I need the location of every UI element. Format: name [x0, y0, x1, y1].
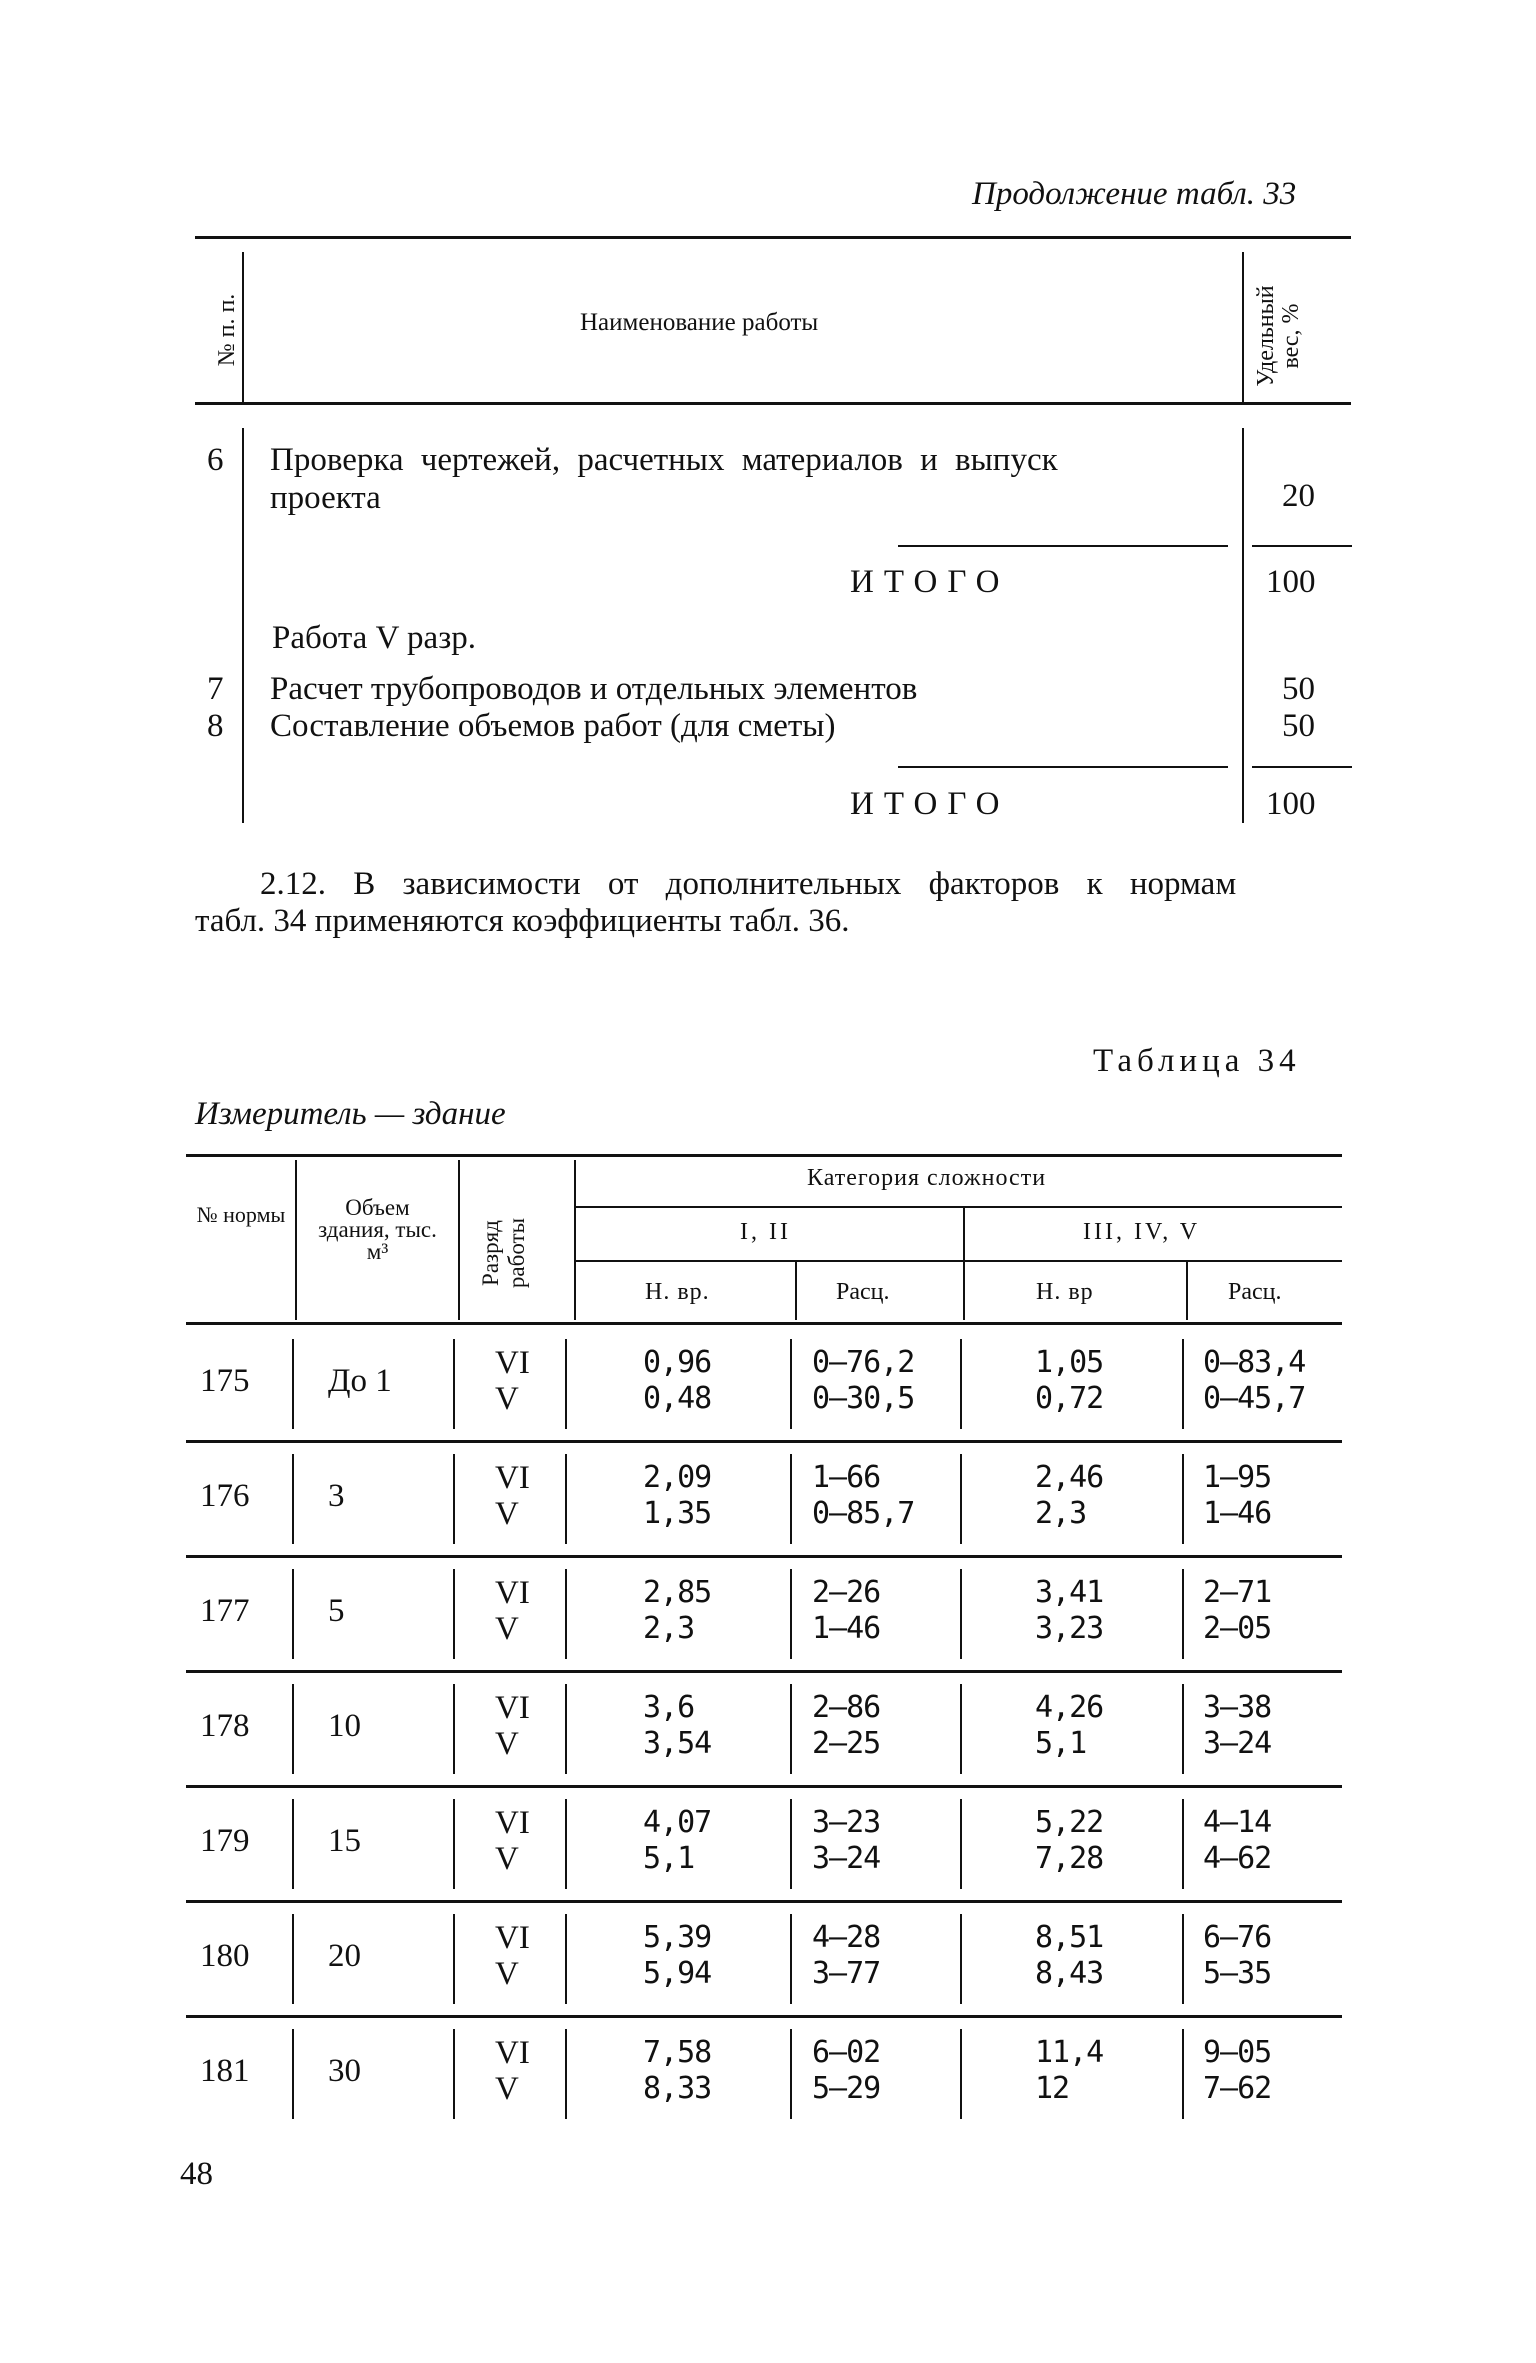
t34-row-vline: [292, 1569, 294, 1659]
t34-cell-norm: 177: [200, 1593, 250, 1629]
paragraph-line2: табл. 34 применяются коэффициенты табл. 36.: [195, 903, 850, 939]
t34-cell-grade: VI V: [495, 1690, 530, 1762]
t34-cell-norm: 176: [200, 1478, 250, 1514]
t34-row-vline: [453, 1339, 455, 1429]
t34-header-bottom-rule: [186, 1322, 1342, 1325]
t34-cell-h1: 2,85 2,3: [643, 1575, 712, 1646]
t33-header-rule: [195, 402, 1351, 405]
t34-cell-h1: 7,58 8,33: [643, 2035, 712, 2106]
t33-row8-num: 8: [207, 708, 224, 744]
t34-row-vline: [453, 1569, 455, 1659]
t34-group-rule: [576, 1260, 1342, 1262]
t34-header-grade: Разряд работы: [478, 1217, 529, 1289]
t34-cell-r1: 2—26 1—46: [812, 1575, 881, 1646]
t34-row-vline: [790, 2029, 792, 2119]
t33-total2-label: ИТОГО: [850, 786, 1010, 822]
t34-cell-volume: 15: [328, 1823, 361, 1859]
t34-row-vline: [1182, 2029, 1184, 2119]
t34-row-rule: [186, 1900, 1342, 1903]
t34-cell-r2: 6—76 5—35: [1203, 1920, 1272, 1991]
t34-row-vline: [565, 1569, 567, 1659]
t34-cell-grade: VI V: [495, 1805, 530, 1877]
t34-cell-grade: VI V: [495, 1575, 530, 1647]
t34-header-hvr2: Н. вр: [1036, 1279, 1094, 1305]
t33-section-title: Работа V разр.: [272, 620, 476, 656]
t33-header-weight: [1254, 271, 1310, 401]
t34-cell-volume: 30: [328, 2053, 361, 2089]
t34-row-vline: [790, 1339, 792, 1429]
page-number: 48: [180, 2156, 213, 2192]
t33-total2-value: 100: [1266, 786, 1316, 822]
t34-row-vline: [960, 1569, 962, 1659]
t33-subtotal-rule-2a: [898, 766, 1228, 768]
t34-cell-h1: 5,39 5,94: [643, 1920, 712, 1991]
t34-row-vline: [453, 1454, 455, 1544]
continuation-label: Продолжение табл. 33: [972, 176, 1297, 212]
t34-row-vline: [453, 1799, 455, 1889]
t34-row-vline: [960, 1339, 962, 1429]
t34-cell-norm: 178: [200, 1708, 250, 1744]
t33-row7-num: 7: [207, 671, 224, 707]
t34-row-vline: [790, 1454, 792, 1544]
t34-row-vline: [565, 1454, 567, 1544]
t34-cell-grade: VI V: [495, 2035, 530, 2107]
t34-top-rule: [186, 1154, 1342, 1157]
t34-cell-r2: 4—14 4—62: [1203, 1805, 1272, 1876]
t33-subtotal-rule-1a: [898, 545, 1228, 547]
t34-row-vline: [292, 1684, 294, 1774]
t34-cell-h2: 11,4 12: [1035, 2035, 1104, 2106]
t34-cell-grade: VI V: [495, 1345, 530, 1417]
t34-cell-volume: 3: [328, 1478, 345, 1514]
t34-hv-6: [1186, 1262, 1188, 1320]
t33-subtotal-rule-1b: [1252, 545, 1352, 547]
t34-row-vline: [292, 2029, 294, 2119]
t34-row-rule: [186, 2015, 1342, 2018]
t34-cell-h2: 8,51 8,43: [1035, 1920, 1104, 1991]
t33-vline-2: [1242, 252, 1244, 402]
t34-hv-1: [295, 1160, 297, 1320]
t34-cell-r2: 2—71 2—05: [1203, 1575, 1272, 1646]
t33-body-vline-2: [1242, 428, 1244, 823]
t34-hv-5: [795, 1262, 797, 1320]
t34-row-vline: [960, 1684, 962, 1774]
t34-cell-h1: 2,09 1,35: [643, 1460, 712, 1531]
t34-cell-volume: 5: [328, 1593, 345, 1629]
t33-total1-value: 100: [1266, 564, 1316, 600]
t34-cell-volume: 20: [328, 1938, 361, 1974]
t34-cell-h2: 2,46 2,3: [1035, 1460, 1104, 1531]
t34-row-vline: [565, 1799, 567, 1889]
t34-row-vline: [960, 2029, 962, 2119]
t34-header-rasc1: Расц.: [836, 1279, 890, 1305]
t34-header-category: Категория сложности: [807, 1165, 1047, 1191]
t34-cell-h2: 4,26 5,1: [1035, 1690, 1104, 1761]
t34-row-vline: [565, 1339, 567, 1429]
t34-cell-norm: 175: [200, 1363, 250, 1399]
t34-cell-grade: VI V: [495, 1920, 530, 1992]
t34-row-vline: [565, 1914, 567, 2004]
t34-row-vline: [790, 1914, 792, 2004]
t34-row-vline: [1182, 1684, 1184, 1774]
t34-hv-2: [458, 1160, 460, 1320]
t33-row6-num: 6: [207, 442, 224, 478]
t34-hv-3: [574, 1160, 576, 1320]
t34-header-volume: Объем здания, тыс. м³: [318, 1195, 437, 1264]
t34-header-rasc2: Расц.: [1228, 1279, 1282, 1305]
t34-row-rule: [186, 1440, 1342, 1443]
t33-row6-name-line1: Проверка чертежей, расчетных материалов и выпуск: [270, 442, 1058, 478]
t34-header-norm: № нормы: [196, 1202, 286, 1227]
t34-cell-h2: 5,22 7,28: [1035, 1805, 1104, 1876]
t33-total1-label: ИТОГО: [850, 564, 1010, 600]
t33-row7-name: Расчет трубопроводов и отдельных элементов: [270, 671, 918, 707]
t34-cell-h2: 3,41 3,23: [1035, 1575, 1104, 1646]
t34-row-vline: [565, 2029, 567, 2119]
t34-cell-volume: До 1: [328, 1363, 392, 1399]
t34-row-vline: [960, 1799, 962, 1889]
t33-row6-name-line2: проекта: [270, 480, 381, 516]
t34-cell-r2: 1—95 1—46: [1203, 1460, 1272, 1531]
t34-row-vline: [790, 1799, 792, 1889]
t34-cell-r1: 3—23 3—24: [812, 1805, 881, 1876]
t34-row-vline: [292, 1914, 294, 2004]
t33-header-weight-text: Удельный вес, %: [1253, 285, 1305, 387]
t34-row-vline: [790, 1684, 792, 1774]
t34-row-vline: [960, 1914, 962, 2004]
t33-row6-weight: 20: [1282, 478, 1315, 514]
t34-row-vline: [292, 1339, 294, 1429]
t34-title: Таблица 34: [1093, 1043, 1301, 1079]
t34-cell-norm: 179: [200, 1823, 250, 1859]
t34-row-vline: [453, 2029, 455, 2119]
t34-row-vline: [960, 1454, 962, 1544]
t34-cell-volume: 10: [328, 1708, 361, 1744]
t34-cat-rule: [576, 1206, 1342, 1208]
t33-top-rule: [195, 236, 1351, 239]
t33-header-name: Наименование работы: [580, 309, 819, 336]
t33-subtotal-rule-2b: [1252, 766, 1352, 768]
t34-cell-grade: VI V: [495, 1460, 530, 1532]
t34-header-group2: III, IV, V: [1083, 1219, 1201, 1245]
t33-row7-weight: 50: [1282, 671, 1315, 707]
t33-row8-weight: 50: [1282, 708, 1315, 744]
t34-cell-r2: 9—05 7—62: [1203, 2035, 1272, 2106]
t34-row-rule: [186, 1555, 1342, 1558]
t34-cell-h2: 1,05 0,72: [1035, 1345, 1104, 1416]
t33-header-num: № п. п.: [214, 293, 240, 367]
t34-cell-h1: 0,96 0,48: [643, 1345, 712, 1416]
t34-cell-norm: 181: [200, 2053, 250, 2089]
t34-cell-r2: 3—38 3—24: [1203, 1690, 1272, 1761]
t34-cell-r1: 2—86 2—25: [812, 1690, 881, 1761]
t34-cell-r2: 0—83,4 0—45,7: [1203, 1345, 1306, 1416]
t34-row-vline: [790, 1569, 792, 1659]
t34-row-vline: [1182, 1569, 1184, 1659]
t33-row8-name: Составление объемов работ (для сметы): [270, 708, 836, 744]
t34-cell-r1: 4—28 3—77: [812, 1920, 881, 1991]
t34-row-vline: [1182, 1454, 1184, 1544]
t34-row-vline: [1182, 1339, 1184, 1429]
t34-cell-h1: 4,07 5,1: [643, 1805, 712, 1876]
t34-cell-r1: 6—02 5—29: [812, 2035, 881, 2106]
t34-header-group1: I, II: [740, 1219, 791, 1245]
t34-row-vline: [292, 1799, 294, 1889]
t34-row-vline: [1182, 1799, 1184, 1889]
t34-row-vline: [453, 1684, 455, 1774]
t34-row-vline: [292, 1454, 294, 1544]
t33-body-vline-1: [242, 428, 244, 823]
t34-row-rule: [186, 1785, 1342, 1788]
t34-row-rule: [186, 1670, 1342, 1673]
t34-cell-h1: 3,6 3,54: [643, 1690, 712, 1761]
t34-cell-r1: 0—76,2 0—30,5: [812, 1345, 915, 1416]
t34-row-vline: [453, 1914, 455, 2004]
t34-hv-4: [963, 1208, 965, 1320]
t34-meter: Измеритель — здание: [195, 1096, 506, 1132]
t34-cell-norm: 180: [200, 1938, 250, 1974]
paragraph-line1: 2.12. В зависимости от дополнительных факторов к нормам: [260, 866, 1237, 902]
t34-row-vline: [1182, 1914, 1184, 2004]
t34-row-vline: [565, 1684, 567, 1774]
t34-header-hvr1: Н. вр.: [645, 1279, 710, 1305]
t34-cell-r1: 1—66 0—85,7: [812, 1460, 915, 1531]
